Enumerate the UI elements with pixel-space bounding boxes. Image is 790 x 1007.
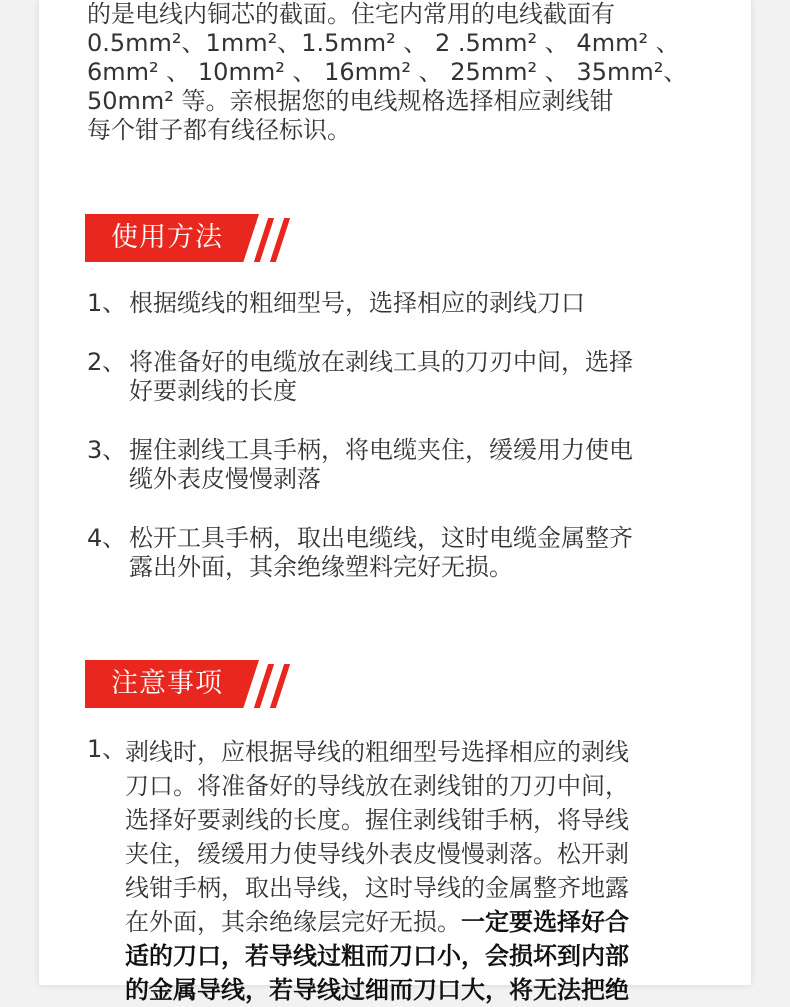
usage-list	[87, 289, 727, 318]
item-number: 4、	[87, 524, 127, 552]
normal-text: 在外面，其余绝缘层完好无损。	[125, 908, 461, 936]
usage-section-title: 使用方法	[111, 222, 223, 253]
emphasized-text: 一定要选择好合	[461, 908, 629, 936]
item-number: 1、	[87, 289, 127, 317]
intro-paragraph	[87, 0, 727, 145]
item-line: 将准备好的电缆放在剥线工具的刀刃中间，选择	[129, 348, 633, 376]
item-line: 刀口。将准备好的导线放在剥线钳的刀刃中间，	[125, 772, 629, 800]
list-item	[87, 735, 727, 1007]
slash-decoration	[270, 664, 290, 708]
intro-line: 6mm² 、 10mm² 、 16mm² 、 25mm² 、 35mm²、	[87, 58, 688, 86]
content-card	[39, 0, 751, 1004]
item-line	[125, 905, 727, 939]
intro-line: 50mm² 等。亲根据您的电线规格选择相应剥线钳	[87, 87, 614, 115]
item-number: 3、	[87, 436, 127, 464]
emphasized-line: 的金属导线，若导线过细而刀口大，将无法把绝	[125, 976, 629, 1004]
notes-section-title: 注意事项	[111, 668, 223, 699]
notes-section-header	[85, 660, 305, 708]
intro-line: 0.5mm²、1mm²、1.5mm² 、 2 .5mm² 、 4mm² 、	[87, 29, 680, 57]
item-line: 剥线时，应根据导线的粗细型号选择相应的剥线	[125, 738, 629, 766]
intro-line: 每个钳子都有线径标识。	[87, 116, 351, 144]
item-line: 握住剥线工具手柄，将电缆夹住，缓缓用力使电	[129, 436, 633, 464]
item-number: 1、	[87, 735, 127, 763]
usage-list	[87, 436, 727, 494]
notes-list	[87, 735, 727, 1007]
item-line: 根据缆线的粗细型号，选择相应的剥线刀口	[129, 289, 585, 317]
slash-decoration	[270, 218, 290, 262]
list-item	[87, 348, 727, 406]
item-line: 选择好要剥线的长度。握住剥线钳手柄，将导线	[125, 806, 629, 834]
intro-line: 的是电线内铜芯的截面。住宅内常用的电线截面有	[87, 0, 615, 28]
item-line: 松开工具手柄，取出电缆线，这时电缆金属整齐	[129, 524, 633, 552]
usage-list	[87, 348, 727, 406]
item-line: 露出外面，其余绝缘塑料完好无损。	[129, 553, 513, 581]
item-line: 好要剥线的长度	[129, 377, 297, 405]
item-line: 缆外表皮慢慢剥落	[129, 465, 321, 493]
item-line: 夹住，缓缓用力使导线外表皮慢慢剥落。松开剥	[125, 840, 629, 868]
item-number: 2、	[87, 348, 127, 376]
list-item	[87, 524, 727, 582]
usage-section-header	[85, 214, 305, 262]
list-item	[87, 289, 727, 318]
usage-list	[87, 524, 727, 582]
item-line: 线钳手柄，取出导线，这时导线的金属整齐地露	[125, 874, 629, 902]
list-item	[87, 436, 727, 494]
emphasized-line: 适的刀口，若导线过粗而刀口小，会损坏到内部	[125, 942, 629, 970]
